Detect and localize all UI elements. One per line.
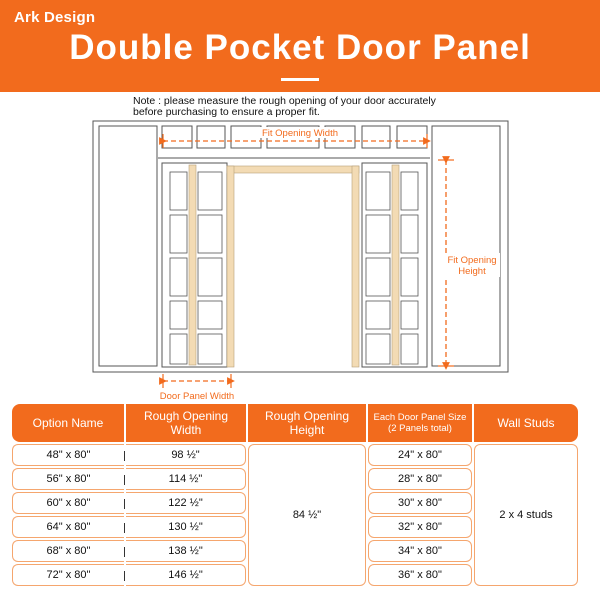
fit-width-dimension [163,127,427,148]
option-name-cell: 64" x 80" [12,516,124,538]
rough-width-cell: 138 ½" [126,540,246,562]
left-wall-panel [99,126,157,366]
header-rough-width [126,404,246,442]
header-wall-studs: Wall Studs [474,404,578,442]
panel-size-cell: 28" x 80" [368,468,472,490]
note-line-2: before purchasing to ensure a proper fit. [133,106,320,118]
wall-studs-cell: 2 x 4 studs [474,444,578,586]
wall-outline [93,121,508,372]
door-panel-width-label: Door Panel Width [159,391,235,402]
rough-width-cell: 130 ½" [126,516,246,538]
fit-width-label: Fit Opening Width [261,128,339,139]
page-title: Double Pocket Door Panel [69,28,531,67]
table-row [12,444,578,466]
header-panel-size-line2: (2 Panels total) [388,423,452,434]
right-wall-panel [432,126,500,366]
note-line-1: Note : please measure the rough opening of your door accurately [133,95,436,107]
header-rough-width-line1: Rough Opening [143,409,229,423]
header-rough-width-line2: Width [170,423,202,437]
fit-height-label-2: Height [458,266,486,277]
panel-size-cell: 30" x 80" [368,492,472,514]
size-options-table [10,402,580,588]
header-rough-height-line2: Height [289,423,325,437]
option-name-cell: 60" x 80" [12,492,124,514]
door-panel-width-dimension [160,374,234,402]
header-option-name: Option Name [12,404,124,442]
header-panel-size [368,404,472,442]
option-name-cell: 56" x 80" [12,468,124,490]
header-rough-height [248,404,366,442]
panel-size-cell: 32" x 80" [368,516,472,538]
panel-size-cell: 36" x 80" [368,564,472,586]
door-opening-frame [227,166,359,367]
panel-size-cell: 24" x 80" [368,444,472,466]
rough-width-cell: 146 ½" [126,564,246,586]
rough-width-cell: 122 ½" [126,492,246,514]
header-rough-height-line1: Rough Opening [264,409,350,423]
panel-size-cell: 34" x 80" [368,540,472,562]
option-name-cell: 72" x 80" [12,564,124,586]
fit-height-dimension [438,160,500,366]
left-pocket-frame [162,163,227,367]
rough-width-cell: 114 ½" [126,468,246,490]
header-panel-size-line1: Each Door Panel Size [373,412,467,423]
right-pocket-frame [362,163,427,367]
rough-width-cell: 98 ½" [126,444,246,466]
option-name-cell: 68" x 80" [12,540,124,562]
option-name-cell: 48" x 80" [12,444,124,466]
fit-height-label-1: Fit Opening [447,255,497,266]
rough-height-cell: 84 ½" [248,444,366,586]
table-header-row [12,404,578,442]
brand-name: Ark Design [14,9,96,26]
